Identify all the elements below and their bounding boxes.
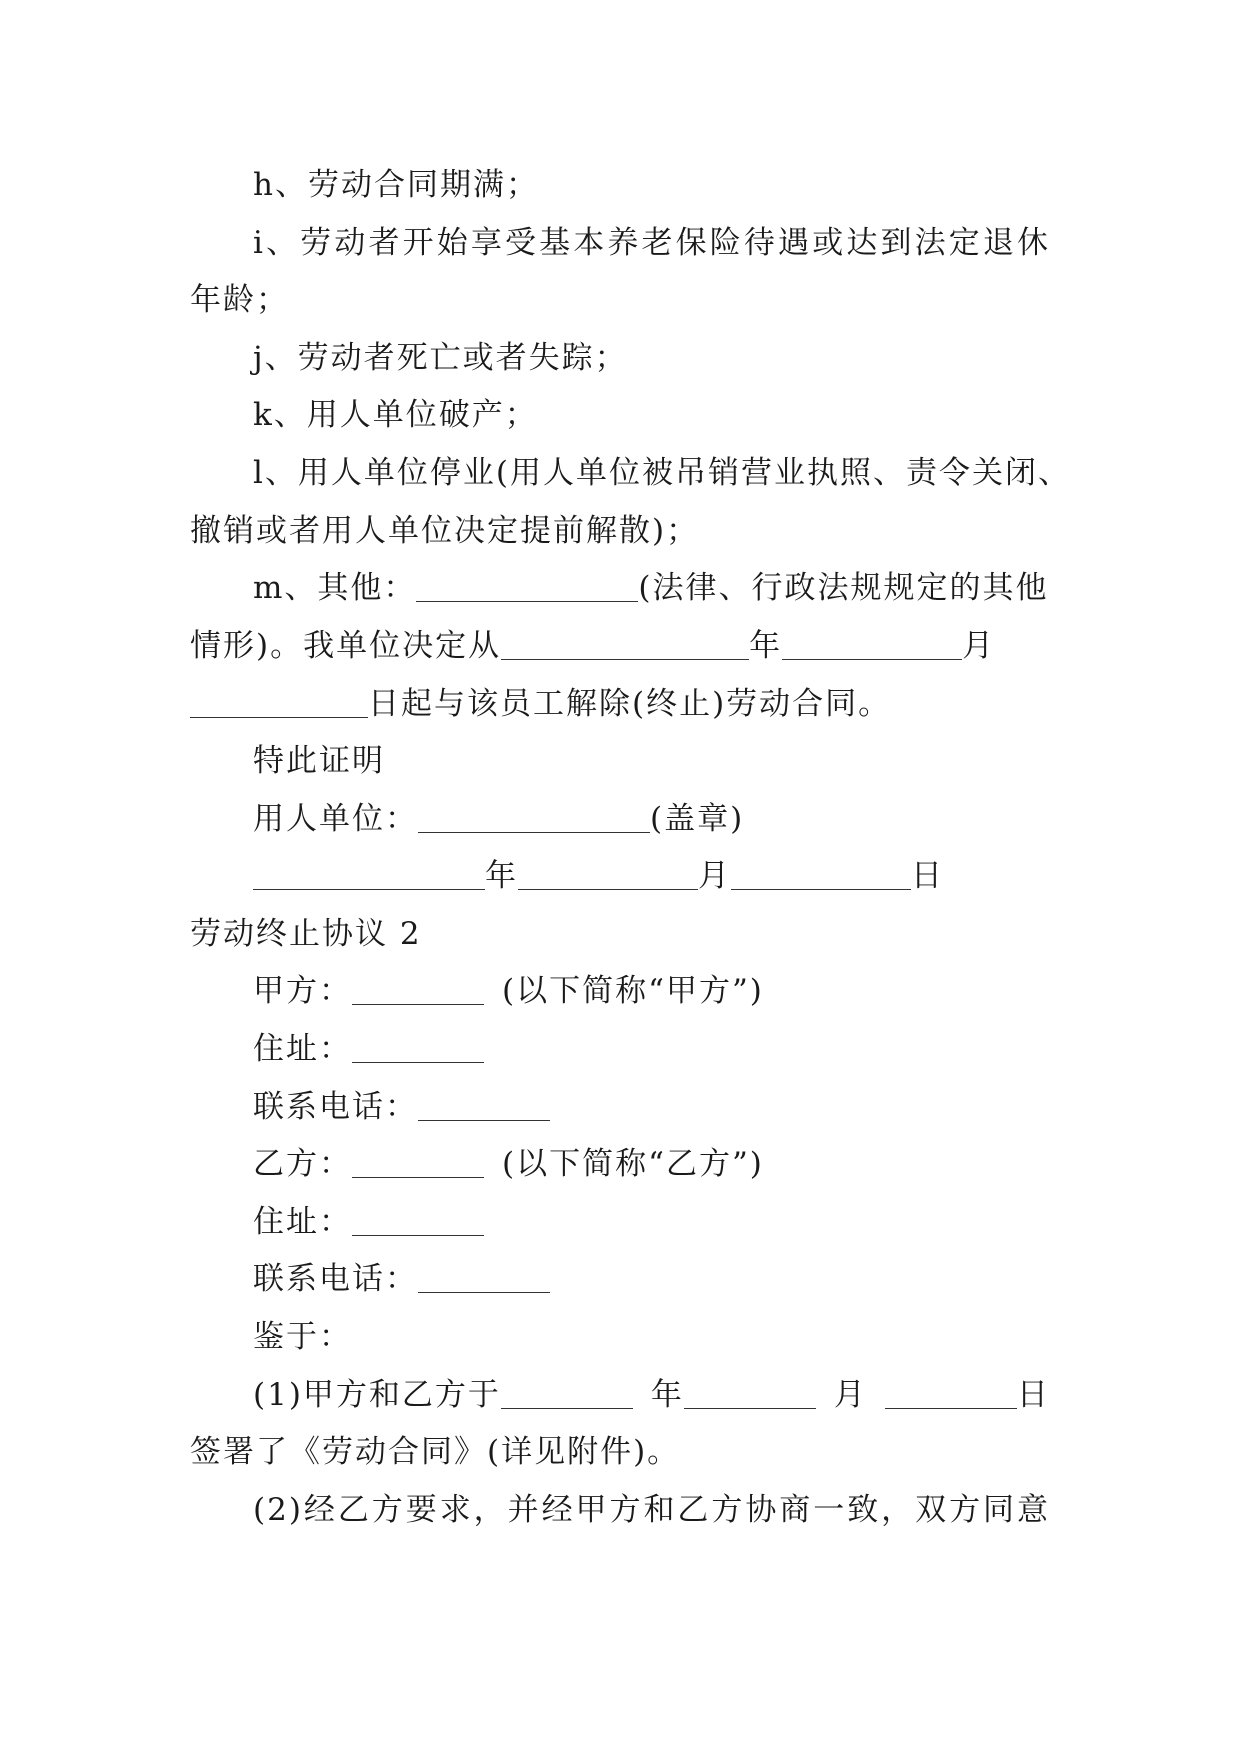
sign-month-label: 月: [698, 858, 731, 894]
item-m-line3: [190, 675, 1050, 733]
sign-year-blank[interactable]: [253, 859, 485, 890]
party-a-phone-label: 联系电话：: [253, 1089, 418, 1125]
signature-date-line: [253, 847, 1050, 905]
seal-label: (盖章): [650, 801, 745, 837]
item-i-line1: i、劳动者开始享受基本养老保险待遇或达到法定退休: [253, 225, 1050, 261]
party-a-blank[interactable]: [352, 974, 484, 1005]
clause1-day-label: 日: [1016, 1377, 1050, 1413]
item-m-line3-suffix: 日起与该员工解除(终止)劳动合同。: [368, 686, 892, 722]
party-b-address-label: 住址：: [253, 1204, 352, 1240]
party-b-label: 乙方：: [253, 1146, 352, 1182]
certify-text: 特此证明: [253, 743, 385, 779]
party-b-blank[interactable]: [352, 1147, 484, 1178]
other-blank[interactable]: [416, 571, 638, 602]
party-a-label: 甲方：: [253, 973, 352, 1009]
item-m-prefix: m、其他：: [253, 570, 417, 606]
item-m-line2-prefix: 情形)。我单位决定从: [190, 628, 502, 664]
party-a-alias: (以下简称“甲方”): [502, 973, 764, 1009]
party-b-phone-blank[interactable]: [418, 1262, 550, 1293]
clause1-month-label: 月: [833, 1377, 867, 1413]
party-a-phone-blank[interactable]: [418, 1090, 550, 1121]
item-m-line1: [253, 559, 1050, 617]
employer-line: [253, 790, 1050, 848]
year-label: 年: [749, 628, 783, 664]
section-title: 劳动终止协议 2: [190, 916, 422, 952]
contract-year-blank[interactable]: [501, 1378, 633, 1409]
clause1-year-label: 年: [650, 1377, 684, 1413]
item-k: k、用人单位破产；: [253, 397, 538, 433]
item-h: h、劳动合同期满；: [253, 167, 539, 203]
start-month-blank[interactable]: [782, 629, 962, 660]
party-b-address-line: [253, 1193, 1050, 1251]
party-b-alias: (以下简称“乙方”): [502, 1146, 764, 1182]
item-l-line1: l、用人单位停业(用人单位被吊销营业执照、责令关闭、: [253, 455, 1072, 491]
employer-blank[interactable]: [418, 802, 650, 833]
sign-day-blank[interactable]: [731, 859, 911, 890]
item-l-line2: 撤销或者用人单位决定提前解散)；: [190, 513, 700, 549]
party-a-address-blank[interactable]: [352, 1032, 484, 1063]
clause1-line2: 签署了《劳动合同》(详见附件)。: [190, 1434, 681, 1470]
item-j: j、劳动者死亡或者失踪；: [253, 340, 628, 376]
sign-year-label: 年: [485, 858, 518, 894]
item-m-suffix: (法律、行政法规规定的其他: [638, 570, 1049, 606]
employer-label: 用人单位：: [253, 801, 418, 837]
clause1-line1: [253, 1366, 1050, 1424]
clause2-line1: (2)经乙方要求，并经甲方和乙方协商一致，双方同意: [253, 1492, 1050, 1528]
clause1-prefix: (1)甲方和乙方于: [253, 1377, 501, 1413]
party-a-address-line: [253, 1020, 1050, 1078]
party-b-phone-line: [253, 1250, 1050, 1308]
party-a-phone-line: [253, 1078, 1050, 1136]
party-a-address-label: 住址：: [253, 1031, 352, 1067]
party-b-address-blank[interactable]: [352, 1205, 484, 1236]
party-b-line: [253, 1135, 1050, 1193]
start-year-blank[interactable]: [501, 629, 749, 660]
sign-day-label: 日: [911, 858, 944, 894]
start-day-blank[interactable]: [190, 687, 368, 718]
month-label: 月: [962, 628, 996, 664]
sign-month-blank[interactable]: [518, 859, 698, 890]
item-i-line2: 年龄；: [190, 282, 289, 318]
contract-day-blank[interactable]: [885, 1378, 1017, 1409]
party-a-line: [253, 962, 1050, 1020]
contract-month-blank[interactable]: [684, 1378, 816, 1409]
whereas-label: 鉴于：: [253, 1319, 352, 1355]
item-m-line2: [190, 617, 1050, 675]
party-b-phone-label: 联系电话：: [253, 1261, 418, 1297]
